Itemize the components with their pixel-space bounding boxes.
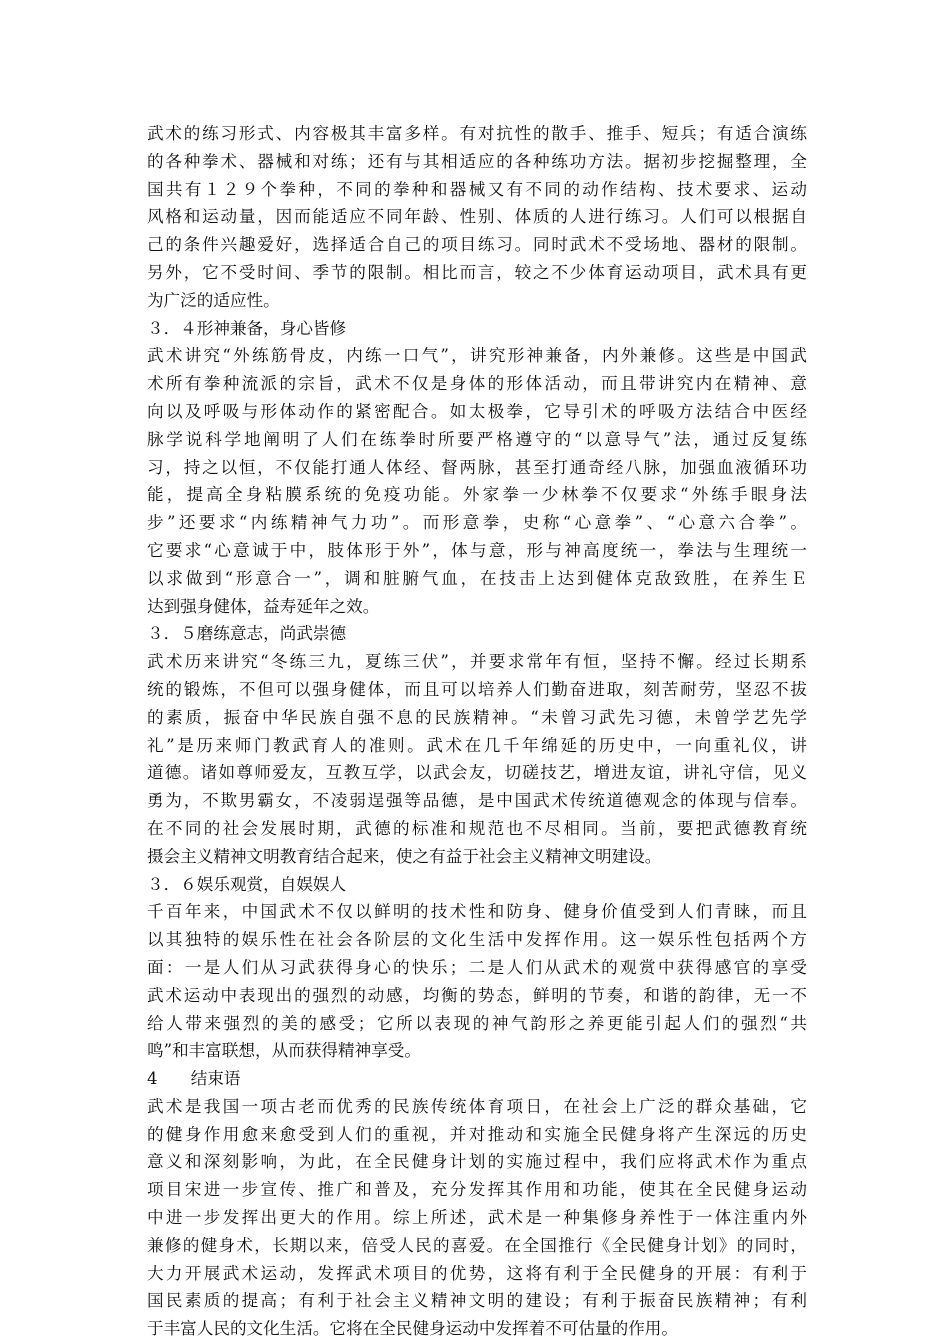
text-line: 武术讲究“外练筋骨皮，内练一口气”，讲究形神兼备，内外兼修。这些是中国武 bbox=[147, 346, 807, 366]
text-line: 礼”是历来师门教武育人的准则。武术在几千年绵延的历史中，一向重礼仪，讲 bbox=[147, 735, 807, 755]
section-heading-3-5: ３．５磨练意志，尚武崇德 bbox=[147, 624, 347, 644]
text-line: 习，持之以恒，不仅能打通人体经、督两脉，甚至打通奇经八脉，加强血液循环功 bbox=[147, 457, 807, 477]
text-line: 给人带来强烈的美的感受；它所以表现的神气韵形之养更能引起人们的强烈“共 bbox=[147, 1013, 807, 1033]
text-line: 项目宋进一步宣传、推广和普及，充分发挥其作用和功能，使其在全民健身运动 bbox=[147, 1180, 807, 1200]
text-line: 另外，它不受时间、季节的限制。相比而言，较之不少体育运动项目，武术具有更 bbox=[147, 262, 807, 282]
text-line: 的健身作用愈来愈受到人们的重视，并对推动和实施全民健身将产生深远的历史 bbox=[147, 1124, 807, 1144]
text-line: 国共有１２９个拳种，不同的拳种和器械又有不同的动作结构、技术要求、运动 bbox=[147, 179, 807, 199]
text-line: 统的锻炼，不但可以强身健体，而且可以培养人们勤奋进取，刻苦耐劳，坚忍不拔 bbox=[147, 679, 807, 699]
paragraph-form-spirit bbox=[147, 342, 807, 620]
text-line: 的各种拳术、器械和对练；还有与其相适应的各种练功方法。据初步挖掘整理，全 bbox=[147, 151, 807, 171]
text-line: 的素质，振奋中华民族自强不息的民族精神。“未曾习武先习德，未曾学艺先学 bbox=[147, 707, 807, 727]
text-line: 为广泛的适应性。 bbox=[147, 290, 280, 310]
section-heading-3-4: ３．４形神兼备，身心皆修 bbox=[147, 318, 347, 338]
text-line: 脉学说科学地阐明了人们在练拳时所要严格遵守的“以意导气”法，通过反复练 bbox=[147, 429, 807, 449]
text-line: 鸣”和丰富联想，从而获得精神享受。 bbox=[147, 1041, 421, 1061]
paragraph-conclusion bbox=[147, 1093, 807, 1343]
text-line: 中进一步发挥出更大的作用。综上所述，武术是一种集修身养性于一体注重内外 bbox=[147, 1208, 807, 1228]
text-line: 能，提高全身粘膜系统的免疫功能。外家拳一少林拳不仅要求“外练手眼身法 bbox=[147, 485, 807, 505]
document-page bbox=[147, 120, 807, 1343]
text-line: 意义和深刻影响，为此，在全民健身计划的实施过程中，我们应将武术作为重点 bbox=[147, 1152, 807, 1172]
text-line: 道德。诸如尊师爱友，互教互学，以武会友，切磋技艺，增进友谊，讲礼守信，见义 bbox=[147, 763, 807, 783]
text-line: 术所有拳种流派的宗旨，武术不仅是身体的形体活动，而且带讲究内在精神、意 bbox=[147, 374, 807, 394]
paragraph-adaptability bbox=[147, 120, 807, 315]
text-line: 大力开展武术运动，发挥武术项目的优势，这将有利于全民健身的开展：有利于 bbox=[147, 1263, 807, 1283]
section-heading-3-6: ３．６娱乐观赏，自娱娱人 bbox=[147, 874, 347, 894]
text-line: 步”还要求“内练精神气力功”。而形意拳，史称“心意拳”、“心意六合拳”。 bbox=[147, 513, 807, 533]
text-line: 千百年来，中国武术不仅以鲜明的技术性和防身、健身价值受到人们青睐，而且 bbox=[147, 902, 807, 922]
paragraph-entertainment bbox=[147, 898, 807, 1065]
text-line: 国民素质的提高；有利于社会主义精神文明的建设；有利于振奋民族精神；有利 bbox=[147, 1291, 807, 1311]
text-line: 武术运动中表现出的强烈的动感，均衡的势态，鲜明的节奏，和谐的韵律，无一不 bbox=[147, 985, 807, 1005]
text-line: 摄会主义精神文明教育结合起来，使之有益于社会主义精神文明建设。 bbox=[147, 846, 662, 866]
text-line: 风格和运动量，因而能适应不同年龄、性别、体质的人进行练习。人们可以根据自 bbox=[147, 207, 807, 227]
text-line: 达到强身健体，益寿延年之效。 bbox=[147, 596, 380, 616]
text-line: 武术是我国一项古老而优秀的民族传统体育项日，在社会上广泛的群众基础，它 bbox=[147, 1096, 807, 1116]
text-line: 在不同的社会发展时期，武德的标准和规范也不尽相同。当前，要把武德教育统 bbox=[147, 818, 807, 838]
text-line: 以其独特的娱乐性在社会各阶层的文化生活中发挥作用。这一娱乐性包括两个方 bbox=[147, 930, 807, 950]
text-line: 它要求“心意诚于中，肢体形于外”，体与意，形与神高度统一，拳法与生理统一 bbox=[147, 540, 807, 560]
text-line: 勇为，不欺男霸女，不凌弱逞强等品德，是中国武术传统道德观念的体现与信奉。 bbox=[147, 791, 807, 811]
text-line: 武术历来讲究“冬练三九，夏练三伏”，并要求常年有恒，坚持不懈。经过长期系 bbox=[147, 652, 807, 672]
text-line: 向以及呼吸与形体动作的紧密配合。如太极拳，它导引术的呼吸方法结合中医经 bbox=[147, 401, 807, 421]
text-line: 武术的练习形式、内容极其丰富多样。有对抗性的散手、推手、短兵；有适合演练 bbox=[147, 124, 807, 143]
paragraph-willpower-virtue bbox=[147, 648, 807, 870]
text-line: 于丰富人民的文化生活。它将在全民健身运动中发挥着不可估量的作用。 bbox=[147, 1319, 678, 1339]
text-line: 兼修的健身术，长期以来，倍受人民的喜爱。在全国推行《全民健身计划》的同时， bbox=[147, 1235, 807, 1255]
section-heading-4-conclusion: 4 结束语 bbox=[147, 1069, 241, 1089]
text-line: 面：一是人们从习武获得身心的快乐；二是人们从武术的观赏中获得感官的享受 bbox=[147, 957, 807, 977]
text-line: 己的条件兴趣爱好，选择适合自己的项目练习。同时武术不受场地、器材的限制。 bbox=[147, 235, 807, 255]
text-line: 以求做到“形意合一”，调和脏腑气血，在技击上达到健体克敌致胜，在养生Ｅ bbox=[147, 568, 807, 588]
